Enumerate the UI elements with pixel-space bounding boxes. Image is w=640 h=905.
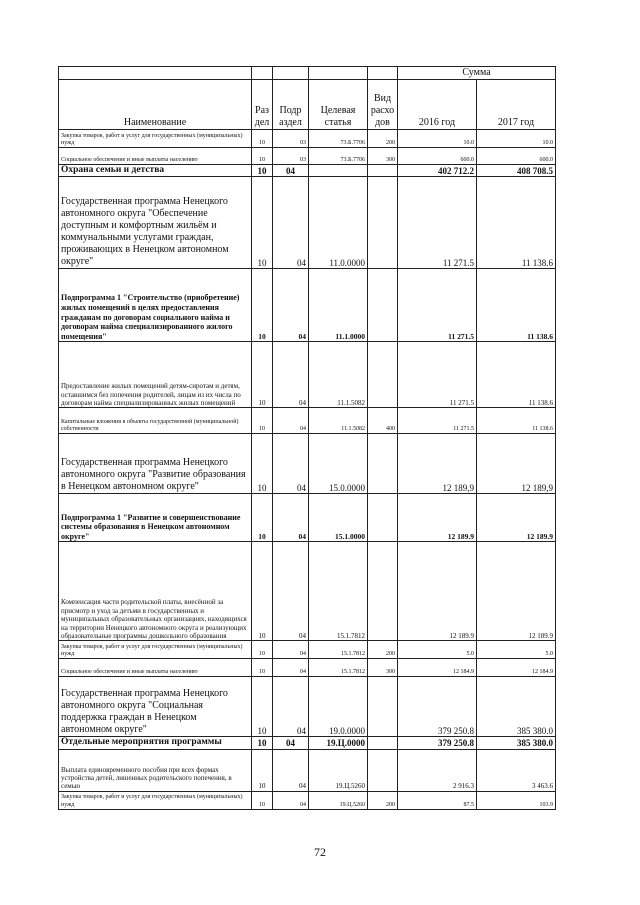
row-name: Государственная программа Ненецкого автономного округа "Социальная поддержка граждан в Ненецком автономном округе" [59, 677, 252, 737]
row-razdel: 10 [252, 408, 273, 434]
header-row-top [59, 67, 556, 80]
header-blank [368, 67, 398, 80]
row-year1: 2 916.3 [398, 749, 477, 791]
header-blank [309, 67, 368, 80]
row-year2: 12 189.9 [477, 542, 556, 641]
table-row [59, 494, 556, 542]
header-blank [273, 67, 309, 80]
row-name: Социальное обеспечение и иные выплаты населению [59, 659, 252, 677]
row-podrazdel: 04 [273, 542, 309, 641]
row-target: 15.1.7812 [309, 641, 368, 659]
row-year1: 10.0 [398, 130, 477, 148]
row-name: Подпрограмма 1 "Развитие и совершенствование системы образования в Ненецком автономном округе" [59, 494, 252, 542]
table-row [59, 342, 556, 408]
row-target: 73.Б.7706 [309, 148, 368, 165]
table-row [59, 791, 556, 809]
row-razdel: 10 [252, 641, 273, 659]
row-razdel: 10 [252, 542, 273, 641]
row-name: Закупка товаров, работ и услуг для государственных (муниципальных) нужд [59, 641, 252, 659]
row-target: 15.0.0000 [309, 434, 368, 494]
row-year1: 11 271.5 [398, 177, 477, 269]
row-target: 15.1.7812 [309, 542, 368, 641]
row-podrazdel: 04 [273, 165, 309, 177]
row-year1: 11 271.5 [398, 342, 477, 408]
row-podrazdel: 04 [273, 737, 309, 749]
row-vid: 300 [368, 148, 398, 165]
row-name: Капитальные вложения в объекты государственной (муниципальной) собственности [59, 408, 252, 434]
row-razdel: 10 [252, 130, 273, 148]
row-vid [368, 677, 398, 737]
header-sum: Сумма [398, 67, 556, 80]
header-year2: 2017 год [477, 80, 556, 130]
row-year1: 11 271.5 [398, 408, 477, 434]
row-year2: 12 189,9 [477, 434, 556, 494]
row-razdel: 10 [252, 434, 273, 494]
row-podrazdel: 04 [273, 269, 309, 342]
row-year2: 11 138.6 [477, 408, 556, 434]
row-target: 19.Ц.5260 [309, 749, 368, 791]
row-podrazdel: 04 [273, 749, 309, 791]
row-razdel: 10 [252, 269, 273, 342]
table-row [59, 659, 556, 677]
row-target [309, 165, 368, 177]
row-name: Выплата единовременного пособия при всех формах устройства детей, лишенных родительского попечения, в семью [59, 749, 252, 791]
header-vid: Вид расхо дов [368, 80, 398, 130]
row-podrazdel: 04 [273, 659, 309, 677]
row-razdel: 10 [252, 494, 273, 542]
row-year1: 12 189.9 [398, 494, 477, 542]
header-razdel: Раз дел [252, 80, 273, 130]
row-podrazdel: 04 [273, 434, 309, 494]
row-year1: 11 271.5 [398, 269, 477, 342]
row-target: 19.Ц.0000 [309, 737, 368, 749]
row-year1: 87.5 [398, 791, 477, 809]
row-podrazdel: 04 [273, 641, 309, 659]
row-razdel: 10 [252, 791, 273, 809]
row-target: 11.1.0000 [309, 269, 368, 342]
row-podrazdel: 03 [273, 130, 309, 148]
header-year1: 2016 год [398, 80, 477, 130]
row-year1: 12 189,9 [398, 434, 477, 494]
row-year1: 5.0 [398, 641, 477, 659]
header-row [59, 80, 556, 130]
row-year2: 3 463.6 [477, 749, 556, 791]
table-row-section [59, 737, 556, 749]
row-razdel: 10 [252, 177, 273, 269]
header-podrazdel: Подр аздел [273, 80, 309, 130]
row-name: Государственная программа Ненецкого автономного округа "Развитие образования в Ненецком автономном округе" [59, 434, 252, 494]
table-row [59, 542, 556, 641]
row-year2: 11 138.6 [477, 177, 556, 269]
row-vid [368, 269, 398, 342]
row-vid [368, 542, 398, 641]
row-year1: 12 184.9 [398, 659, 477, 677]
row-target: 19.0.0000 [309, 677, 368, 737]
row-vid: 400 [368, 408, 398, 434]
row-vid [368, 177, 398, 269]
table-row [59, 408, 556, 434]
row-year2: 11 138.6 [477, 342, 556, 408]
row-razdel: 10 [252, 148, 273, 165]
table-row [59, 749, 556, 791]
row-year2: 408 708.5 [477, 165, 556, 177]
row-podrazdel: 04 [273, 177, 309, 269]
row-target: 11.1.5082 [309, 342, 368, 408]
row-name: Охрана семьи и детства [59, 165, 252, 177]
row-year1: 379 250.8 [398, 737, 477, 749]
row-name: Закупка товаров, работ и услуг для государственных (муниципальных) нужд [59, 130, 252, 148]
row-target: 15.1.0000 [309, 494, 368, 542]
row-razdel: 10 [252, 342, 273, 408]
row-podrazdel: 04 [273, 677, 309, 737]
budget-table [58, 66, 556, 810]
row-year1: 402 712.2 [398, 165, 477, 177]
row-podrazdel: 04 [273, 408, 309, 434]
row-name: Закупка товаров, работ и услуг для государственных (муниципальных) нужд [59, 791, 252, 809]
row-year2: 12 189.9 [477, 494, 556, 542]
row-razdel: 10 [252, 659, 273, 677]
table-row [59, 677, 556, 737]
row-year2: 12 184.9 [477, 659, 556, 677]
row-year2: 11 138.6 [477, 269, 556, 342]
table-row [59, 130, 556, 148]
row-year2: 600.0 [477, 148, 556, 165]
row-name: Отдельные мероприятия программы [59, 737, 252, 749]
row-target: 11.0.0000 [309, 177, 368, 269]
row-year2: 385 380.0 [477, 677, 556, 737]
row-vid [368, 434, 398, 494]
header-blank [252, 67, 273, 80]
table-row [59, 148, 556, 165]
row-podrazdel: 04 [273, 791, 309, 809]
row-razdel: 10 [252, 677, 273, 737]
row-target: 73.Б.7706 [309, 130, 368, 148]
row-vid: 200 [368, 791, 398, 809]
header-name: Наименование [59, 80, 252, 130]
row-podrazdel: 04 [273, 342, 309, 408]
row-name: Подпрограмма 1 "Строительство (приобретение) жилых помещений в целях предоставления гражданам по договорам социального найма и договорам найма специализированного жилого помещения" [59, 269, 252, 342]
row-podrazdel: 03 [273, 148, 309, 165]
row-year2: 5.0 [477, 641, 556, 659]
row-vid: 200 [368, 641, 398, 659]
header-blank [59, 67, 252, 80]
row-razdel: 10 [252, 165, 273, 177]
row-year2: 385 380.0 [477, 737, 556, 749]
page-number: 72 [314, 845, 326, 859]
table-row [59, 177, 556, 269]
row-year1: 12 189.9 [398, 542, 477, 641]
row-vid [368, 737, 398, 749]
table-row [59, 434, 556, 494]
row-vid: 200 [368, 130, 398, 148]
row-year1: 379 250.8 [398, 677, 477, 737]
row-vid [368, 342, 398, 408]
row-name: Компенсация части родительской платы, внесённой за присмотр и уход за детьми в государственных и муниципальных образовательных организациях, находящихся на территории Ненецкого автономного округа и реализующих образовательные программы дошкольного образования [59, 542, 252, 641]
row-target: 11.1.5082 [309, 408, 368, 434]
table-row [59, 269, 556, 342]
row-vid [368, 749, 398, 791]
row-target: 15.1.7812 [309, 659, 368, 677]
table-row [59, 641, 556, 659]
table-row-section [59, 165, 556, 177]
row-vid [368, 494, 398, 542]
row-vid [368, 165, 398, 177]
row-year2: 103.9 [477, 791, 556, 809]
row-podrazdel: 04 [273, 494, 309, 542]
row-name: Предоставление жилых помещений детям-сиротам и детям, оставшимся без попечения родителей, лицам из их числа по договорам найма специализированных жилых помещений [59, 342, 252, 408]
row-name: Государственная программа Ненецкого автономного округа "Обеспечение доступным и комфортным жильём и коммунальными услугами граждан, проживающих в Ненецком автономном округе" [59, 177, 252, 269]
row-vid: 300 [368, 659, 398, 677]
row-name: Социальное обеспечение и иные выплаты населению [59, 148, 252, 165]
row-target: 19.Ц.5260 [309, 791, 368, 809]
row-year1: 600.0 [398, 148, 477, 165]
row-year2: 10.0 [477, 130, 556, 148]
header-target: Целевая статья [309, 80, 368, 130]
row-razdel: 10 [252, 737, 273, 749]
row-razdel: 10 [252, 749, 273, 791]
